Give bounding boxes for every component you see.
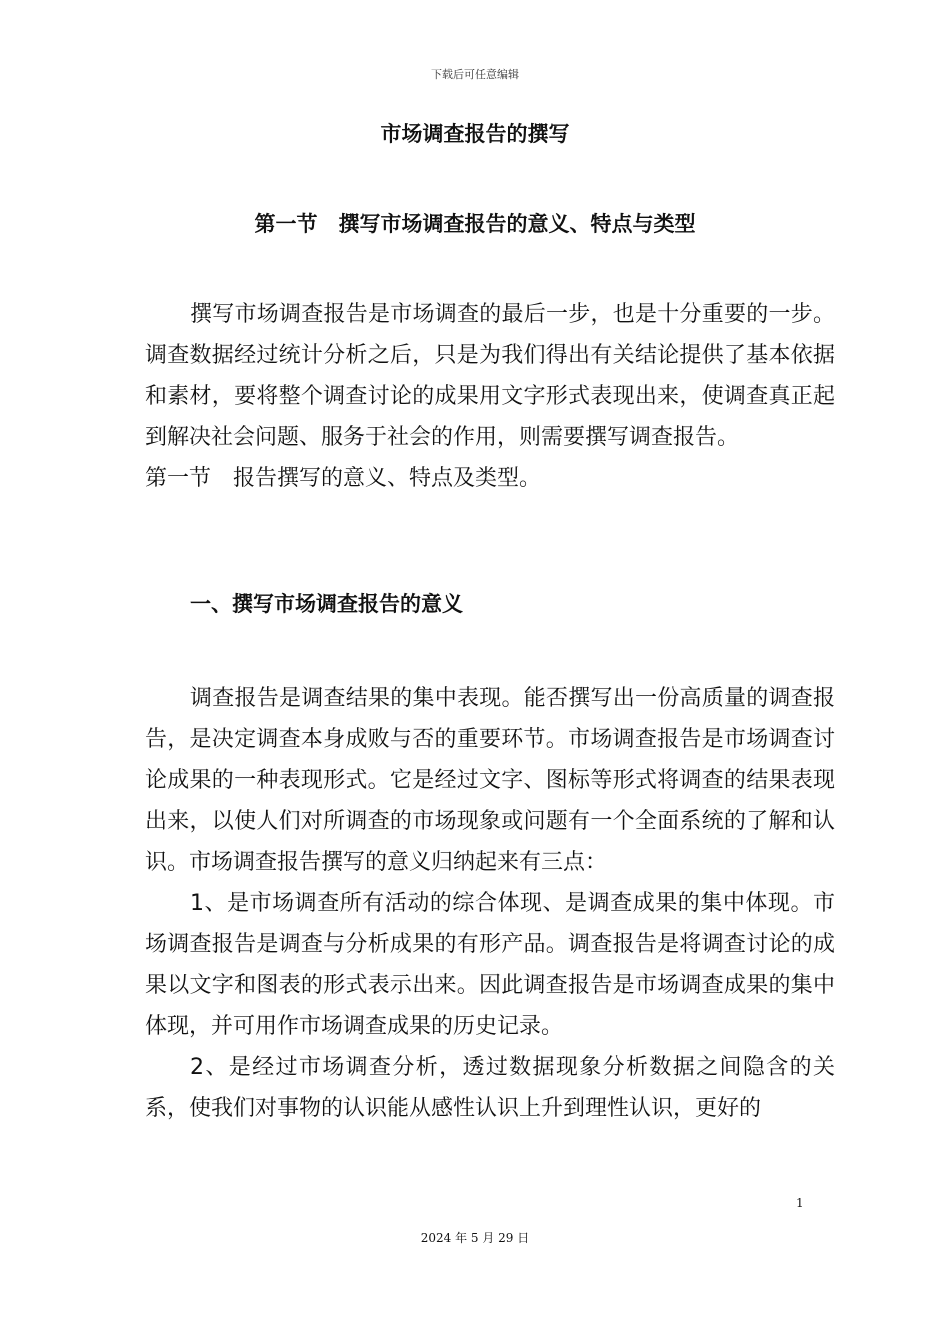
- point-1-paragraph: 1、是市场调查所有活动的综合体现、是调查成果的集中体现。市场调查报告是调查与分析成果的有形产品。调查报告是将调查讨论的成果以文字和图表的形式表示出来。因此调查报告是市场调查成果的集中体现，并可用作市场调查成果的历史记录。: [145, 891, 835, 1039]
- point-2-paragraph: 2、是经过市场调查分析，透过数据现象分析数据之间隐含的关系，使我们对事物的认识能从感性认识上升到理性认识，更好的: [145, 1055, 835, 1121]
- meaning-paragraph: 调查报告是调查结果的集中表现。能否撰写出一份高质量的调查报告，是决定调查本身成败与否的重要环节。市场调查报告是市场调查讨论成果的一种表现形式。它是经过文字、图标等形式将调查的结果表现出来，以使人们对所调查的市场现象或问题有一个全面系统的了解和认识。市场调查报告撰写的意义归纳起来有三点：: [145, 686, 835, 875]
- intro-paragraph: 撰写市场调查报告是市场调查的最后一步，也是十分重要的一步。调查数据经过统计分析之后，只是为我们得出有关结论提供了基本依据和素材，要将整个调查讨论的成果用文字形式表现出来，使调查真正起到解决社会问题、服务于社会的作用，则需要撰写调查报告。: [145, 302, 835, 450]
- header-note: 下载后可任意编辑: [431, 68, 519, 81]
- intro-block: [145, 294, 835, 499]
- section-title: 第一节 撰写市场调查报告的意义、特点与类型: [254, 212, 696, 236]
- subheading-meaning: 一、撰写市场调查报告的意义: [190, 592, 463, 616]
- footer-date: 2024 年 5 月 29 日: [420, 1231, 530, 1245]
- section-line: 第一节 报告撰写的意义、特点及类型。: [145, 466, 542, 491]
- page-number: 1: [796, 1196, 804, 1210]
- meaning-block: [145, 678, 835, 1129]
- document-title: 市场调查报告的撰写: [380, 122, 570, 146]
